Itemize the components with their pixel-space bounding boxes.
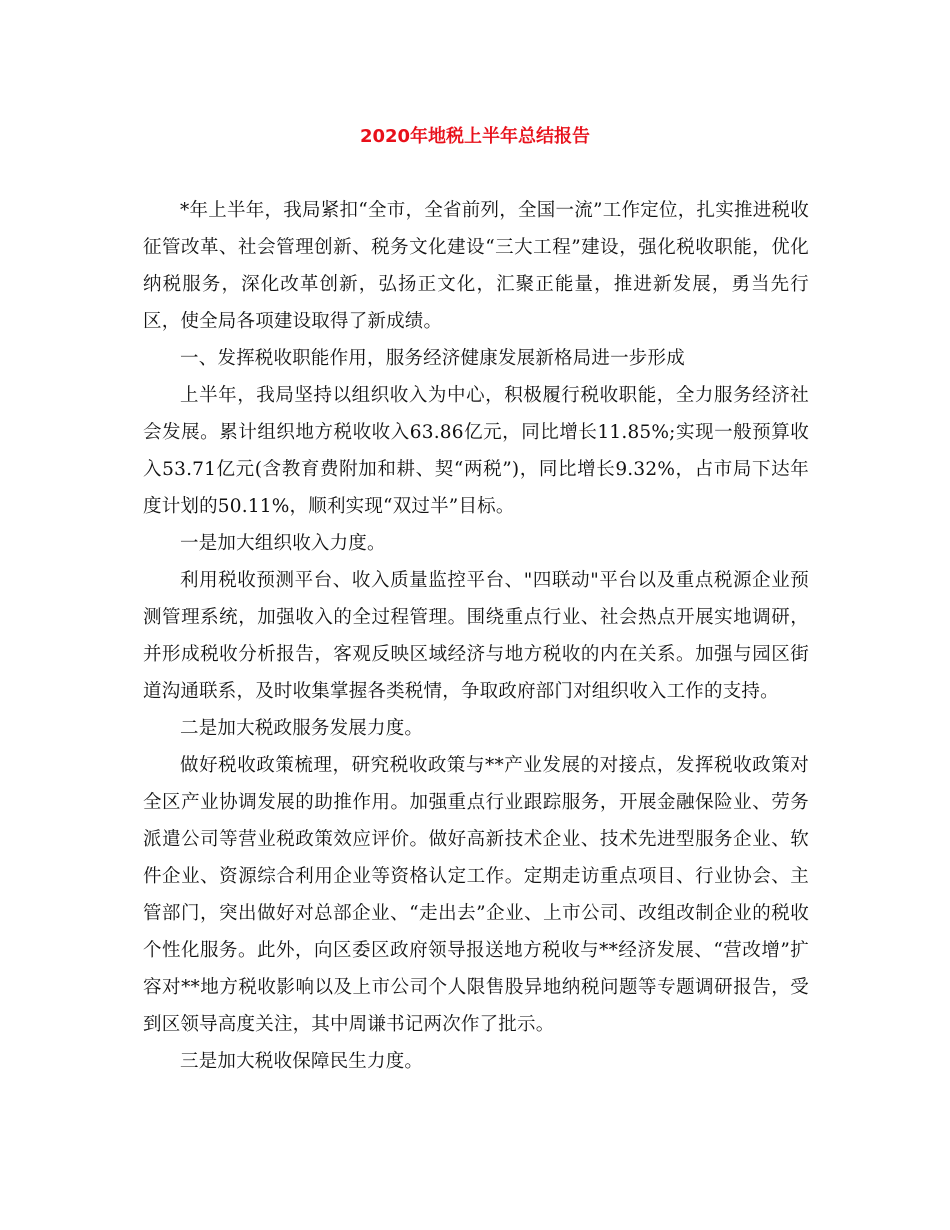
- subheading-3: 三是加大税收保障民生力度。: [180, 1051, 424, 1072]
- paragraph-revenue-measures: 利用税收预测平台、收入质量监控平台、"四联动"平台以及重点税源企业预测管理系统，加强收入的全过程管理。围绕重点行业、社会热点开展实地调研，并形成税收分析报告，客观反映区域经济与地方税收的内在关系。加强与园区街道沟通联系，及时收集掌握各类税情，争取政府部门对组织收入工作的支持。: [143, 570, 809, 702]
- subheading-2: 二是加大税政服务发展力度。: [180, 718, 424, 739]
- subheading-1: 一是加大组织收入力度。: [180, 533, 386, 554]
- paragraph-intro: *年上半年，我局紧扣“全市，全省前列，全国一流”工作定位，扎实推进税收征管改革、社会管理创新、税务文化建设“三大工程”建设，强化税收职能，优化纳税服务，深化改革创新，弘扬正文化，汇聚正能量，推进新发展，勇当先行区，使全局各项建设取得了新成绩。: [143, 200, 809, 332]
- paragraph-revenue: 上半年，我局坚持以组织收入为中心，积极履行税收职能，全力服务经济社会发展。累计组织地方税收收入63.86亿元，同比增长11.85%;实现一般预算收入53.71亿元(含教育费附加和耕、契“两税”)，同比增长9.32%，占市局下达年度计划的50.11%，顺利实现“双过半”目标。: [143, 385, 809, 517]
- document-body: [143, 192, 809, 1080]
- paragraph-policy-service: 做好税收政策梳理，研究税收政策与**产业发展的对接点，发挥税收政策对全区产业协调发展的助推作用。加强重点行业跟踪服务，开展金融保险业、劳务派遣公司等营业税政策效应评价。做好高新技术企业、技术先进型服务企业、软件企业、资源综合利用企业等资格认定工作。定期走访重点项目、行业协会、主管部门，突出做好对总部企业、“走出去”企业、上市公司、改组改制企业的税收个性化服务。此外，向区委区政府领导报送地方税收与**经济发展、“营改增”扩容对**地方税收影响以及上市公司个人限售股异地纳税问题等专题调研报告，受到区领导高度关注，其中周谦书记两次作了批示。: [143, 755, 809, 1035]
- section-heading-1: 一、发挥税收职能作用，服务经济健康发展新格局进一步形成: [180, 348, 685, 369]
- document-title: 2020年地税上半年总结报告: [359, 126, 591, 147]
